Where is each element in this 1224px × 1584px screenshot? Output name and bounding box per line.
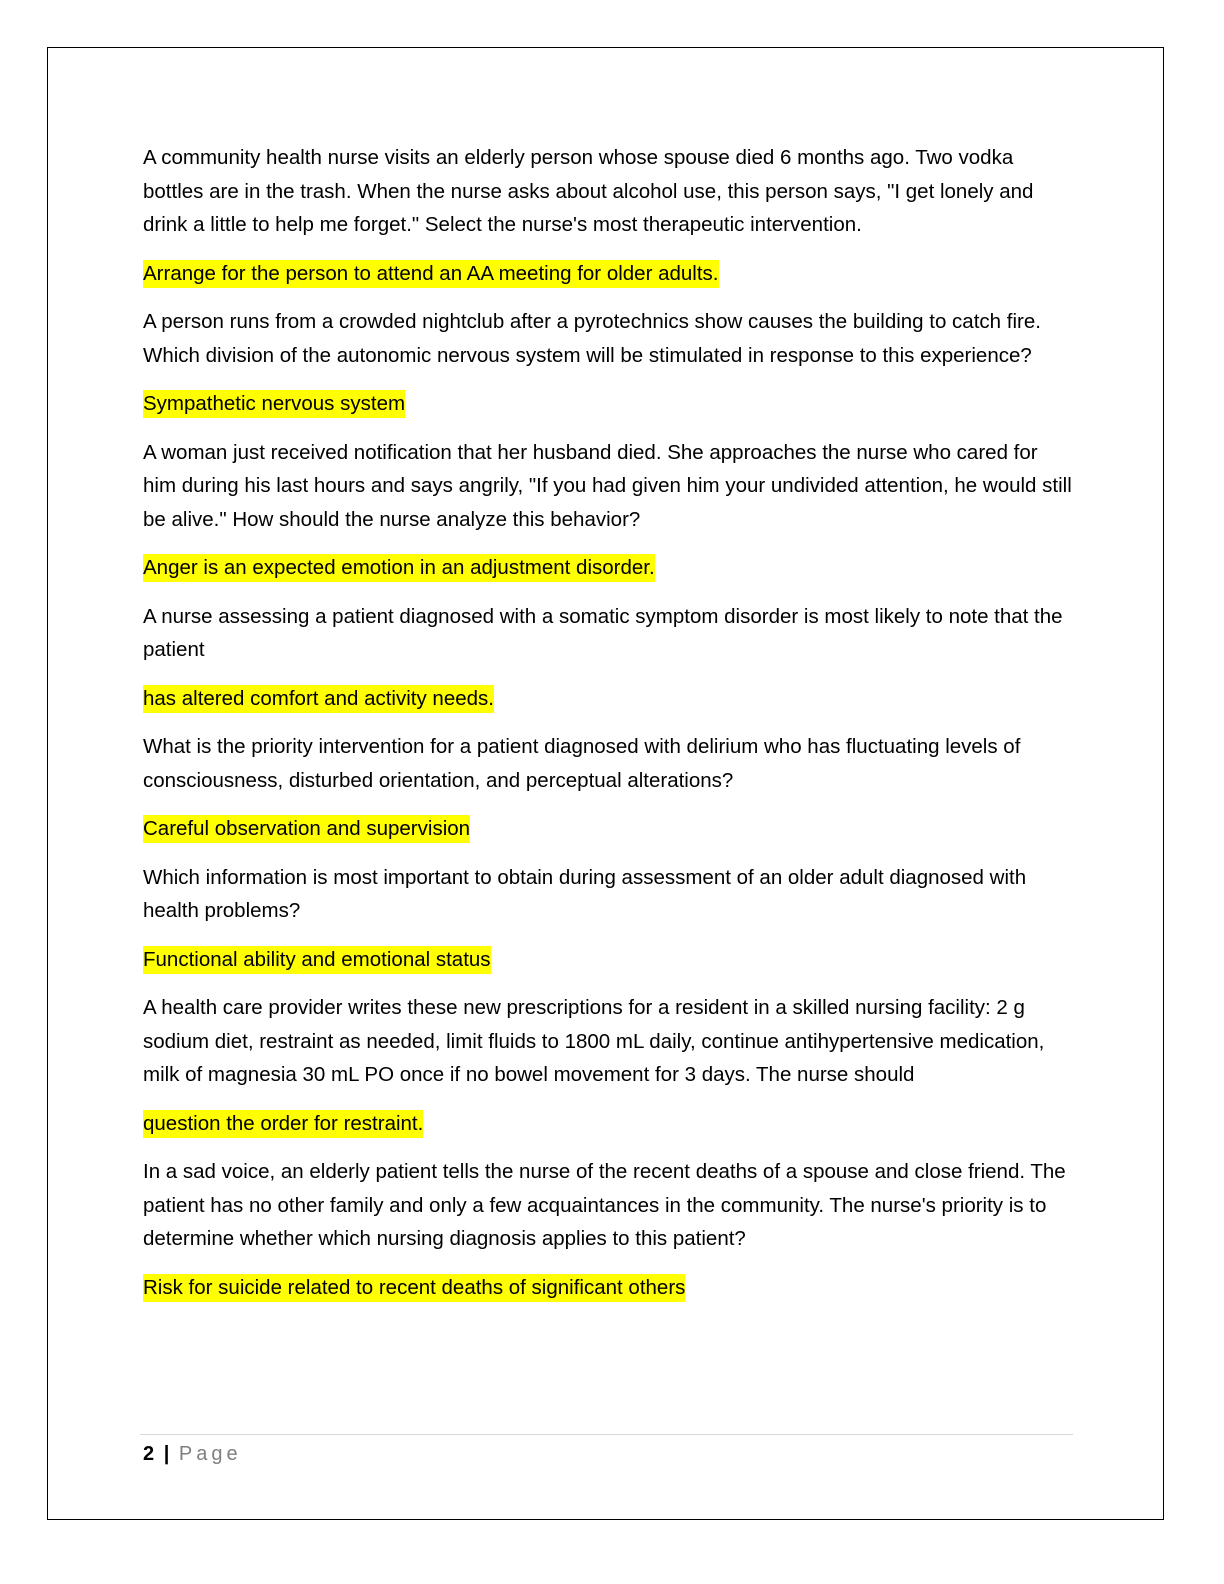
question-text: Which information is most important to obtain during assessment of an older adult diagnosed with health problems? xyxy=(143,865,1027,922)
question-text: A community health nurse visits an elderly person whose spouse died 6 months ago. Two vodka bottles are in the trash. When the nurse asks about alcohol use, this person says, "I get lonely and drink a little to help me forget." Select the nurse's most therapeutic intervention. xyxy=(143,146,1034,236)
qa-item-6 xyxy=(143,861,1073,977)
answer-text xyxy=(143,387,1073,421)
question-text: In a sad voice, an elderly patient tells the nurse of the recent deaths of a spouse and close friend. The patient has no other family and only a few acquaintances in the community. The nurse's priority is to determine whether which nursing diagnosis applies to this patient? xyxy=(143,1160,1066,1250)
qa-item-4 xyxy=(143,600,1073,716)
question-text: A health care provider writes these new prescriptions for a resident in a skilled nursing facility: 2 g sodium diet, restraint as needed, limit fluids to 1800 mL daily, continue antihypertensive medication, milk of magnesia 30 mL PO once if no bowel movement for 3 days. The nurse should xyxy=(143,996,1045,1086)
question-text: A person runs from a crowded nightclub after a pyrotechnics show causes the building to catch fire. Which division of the autonomic nervous system will be stimulated in response to this experience? xyxy=(143,310,1041,367)
answer-highlight: has altered comfort and activity needs. xyxy=(143,685,494,713)
page-footer xyxy=(143,1440,242,1468)
question-text: A woman just received notification that her husband died. She approaches the nurse who cared for him during his last hours and says angrily, "If you had given him your undivided attention, he would still be alive." How should the nurse analyze this behavior? xyxy=(143,440,1072,531)
answer-highlight: question the order for restraint. xyxy=(143,1110,423,1138)
page-number: 2 xyxy=(143,1443,155,1465)
page-label: Page xyxy=(178,1443,242,1465)
footer-separator: | xyxy=(163,1443,170,1465)
answer-text xyxy=(143,812,1073,846)
qa-item-3 xyxy=(143,436,1073,585)
answer-highlight: Risk for suicide related to recent deaths of significant others xyxy=(143,1274,685,1302)
question-text: A nurse assessing a patient diagnosed with a somatic symptom disorder is most likely to note that the patient xyxy=(143,604,1063,661)
answer-text xyxy=(143,551,1073,585)
answer-text xyxy=(143,682,1073,716)
answer-highlight: Anger is an expected emotion in an adjustment disorder. xyxy=(143,554,655,582)
qa-item-8 xyxy=(143,1155,1073,1304)
answer-highlight: Functional ability and emotional status xyxy=(143,946,491,974)
answer-highlight: Careful observation and supervision xyxy=(143,815,470,843)
qa-item-5 xyxy=(143,730,1073,846)
document-body xyxy=(143,141,1073,1319)
answer-text xyxy=(143,257,1073,291)
qa-item-7 xyxy=(143,991,1073,1140)
qa-item-2 xyxy=(143,305,1073,421)
answer-text xyxy=(143,943,1073,977)
footer-divider xyxy=(140,1434,1073,1435)
answer-highlight: Arrange for the person to attend an AA meeting for older adults. xyxy=(143,260,719,288)
answer-text xyxy=(143,1107,1073,1141)
answer-text xyxy=(143,1271,1073,1305)
answer-highlight: Sympathetic nervous system xyxy=(143,390,405,418)
question-text: What is the priority intervention for a patient diagnosed with delirium who has fluctuating levels of consciousness, disturbed orientation, and perceptual alterations? xyxy=(143,735,1021,792)
qa-item-1 xyxy=(143,141,1073,290)
